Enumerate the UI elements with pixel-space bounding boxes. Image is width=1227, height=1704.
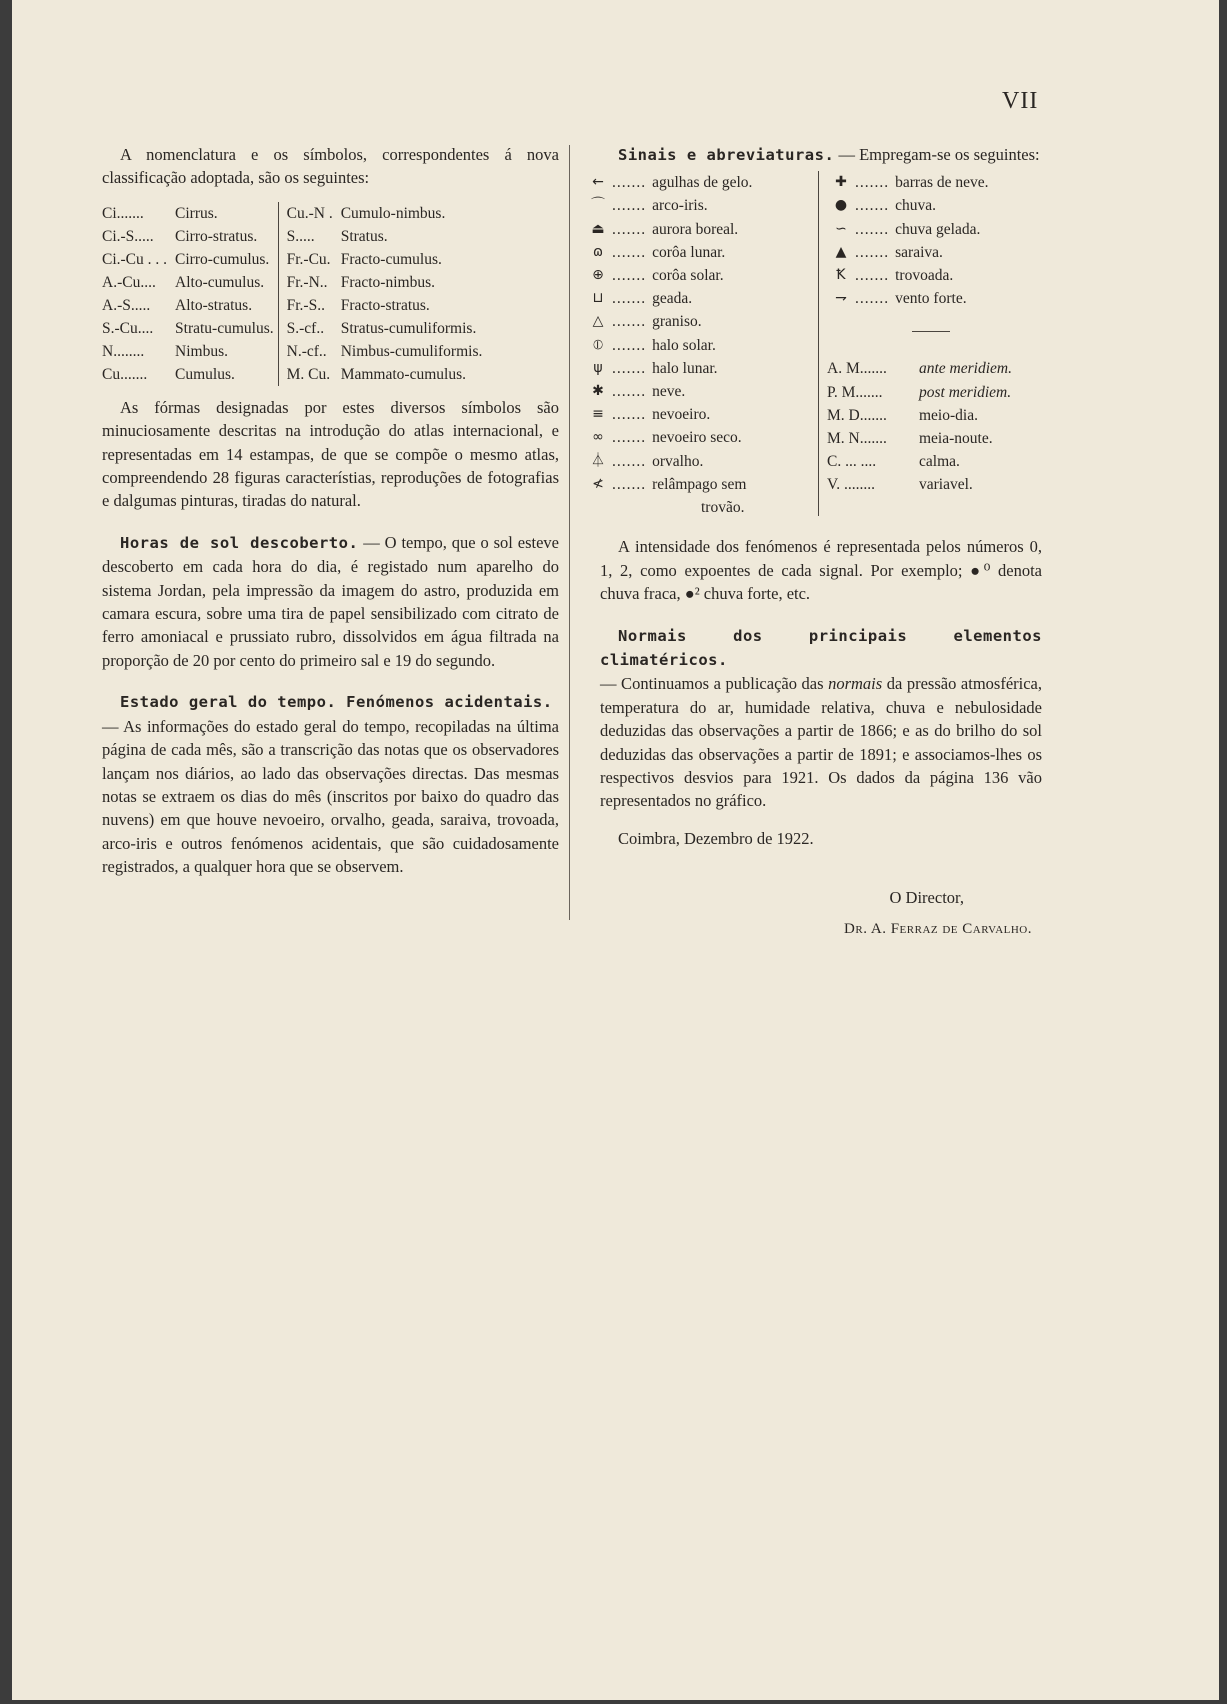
sign-label: relâmpago sem [652, 475, 747, 493]
sign-label: arco-iris. [652, 197, 708, 215]
cloud-name: Stratus. [340, 227, 388, 245]
sign-label: halo lunar. [652, 359, 718, 377]
sign-label: corôa solar. [652, 267, 724, 285]
leader-dots: ....... [612, 336, 647, 354]
leader-dots: ....... [855, 197, 890, 215]
intensity-paragraph: A intensidade dos fenómenos é representada pelos números 0, 1, 2, como expoentes de cada signal. Por exemplo; ●⁰ denota chuva fraca, ●² chuva forte, etc. [600, 537, 1042, 604]
sign-row [827, 195, 1057, 218]
cloud-name: Fracto-nimbus. [340, 273, 435, 291]
signs-heading: Sinais e abreviaturas. [618, 146, 835, 164]
leader-dots: ....... [612, 313, 647, 331]
sign-row [584, 334, 802, 357]
place-date: Coimbra, Dezembro de 1922. [618, 828, 814, 848]
leader-dots: ....... [855, 174, 890, 192]
leader-dots: ....... [855, 220, 890, 238]
abbreviation-meaning: calma. [919, 453, 960, 471]
right-column [591, 143, 1042, 941]
leader-dots: ....... [612, 243, 647, 261]
abbreviation-meaning: variavel. [919, 476, 973, 494]
sign-label: barras de neve. [895, 174, 989, 192]
leader-dots: ....... [612, 406, 647, 424]
cloud-name: Cirro-cumulus. [175, 250, 270, 268]
signs-intro [600, 143, 1042, 167]
sign-row [584, 311, 802, 334]
sign-row [584, 218, 802, 241]
dew-icon: ⏃ [591, 452, 605, 469]
normals-heading: Normais dos principais elementos climatéricos. [600, 626, 1042, 670]
sunshine-paragraph [102, 531, 559, 672]
cloud-abbreviation: Fr.-S.. [278, 294, 337, 317]
abbreviation: C. ... .... [827, 453, 877, 471]
graupel-icon: △ [592, 313, 604, 330]
abbreviation: A. M....... [827, 360, 887, 378]
sign-row [584, 403, 802, 426]
cloud-abbreviation: S.-Cu.... [102, 319, 154, 337]
intro-paragraph: A nomenclatura e os símbolos, correspondentes á nova classificação adoptada, são os seguintes: [102, 145, 559, 188]
normals-text-b: da pressão atmosférica, temperatura do ar, humidade relativa, chuva e nebulosidade deduzidas das observações a partir de 1866; e as do brilho do sol deduzidas das observações a partir de 1891; e associamos-lhes os respectivos desvios para 1921. Os dados da página 136 vão representados no gráfico. [600, 674, 1042, 811]
sign-label: graniso. [652, 313, 702, 331]
abbreviation-meaning: meia-noute. [919, 429, 993, 447]
abbreviation-meaning: ante meridiem. [919, 360, 1012, 378]
cloud-name: Fracto-cumulus. [340, 250, 442, 268]
normals-paragraph [600, 624, 1042, 813]
normals-emphasis: normais [828, 674, 883, 694]
sign-row [827, 264, 1057, 287]
nomenclature-row [98, 271, 486, 294]
abbreviation-meaning: meio-dia. [919, 406, 978, 424]
cloud-abbreviation: A.-Cu.... [102, 273, 156, 291]
sign-label: halo solar. [652, 336, 716, 354]
sign-label: orvalho. [652, 452, 704, 470]
cloud-name: Cirrus. [175, 204, 218, 222]
sign-label: saraiva. [895, 243, 943, 261]
abbreviation-row [827, 450, 1057, 473]
sunshine-text: — O tempo, que o sol esteve descoberto em cada hora do dia, é registado num aparelho do sistema Jordan, pela impressão da imagem do astro, produzida em camara escura, sobre uma tira de papel sensibilizado com citrato de ferro amoniacal e prussiato rubro, dissolvidos em água filtrada na proporção de 20 por cento do primeiro sal e 19 do segundo. [102, 532, 559, 670]
sign-label: trovoada. [895, 267, 954, 285]
weather-paragraph [102, 690, 559, 878]
sign-row [584, 171, 802, 194]
sign-label: neve. [652, 382, 686, 400]
sign-row [584, 380, 802, 403]
weather-text: — As informações do estado geral do tempo, recopiladas na última página de cada mês, são a transcrição das notas que os observadores lançam nos diários, ao lado das observações directas. Das mesmas notas se extraem os dias do mês (inscritos por baixo do quadro das nuvens) em que houve nevoeiro, orvalho, geada, saraiva, trovoada, arco-iris e outros fenómenos acidentais, que são cuidadosamente registrados, a qualquer hora que se observem. [102, 716, 559, 877]
leader-dots: ....... [855, 267, 890, 285]
abbreviation: V. ........ [827, 476, 875, 494]
sign-label: agulhas de gelo. [652, 174, 753, 192]
frost-icon: ⊔ [592, 290, 604, 307]
cloud-abbreviation: Fr.-Cu. [278, 248, 337, 271]
cloud-name: Cumulus. [175, 365, 235, 383]
lunar-corona-icon: ɷ [592, 243, 604, 260]
sign-label: chuva gelada. [895, 220, 981, 238]
abbreviation-meaning: post meridiem. [919, 383, 1012, 401]
leader-dots: ....... [612, 382, 647, 400]
left-column [102, 143, 559, 879]
cloud-abbreviation: M. Cu. [278, 363, 337, 386]
cloud-abbreviation: Ci.-S..... [102, 227, 154, 245]
signature-name: Dr. A. Ferraz de Carvalho. [844, 920, 1032, 937]
sign-row [584, 195, 802, 218]
sign-label: aurora boreal. [652, 220, 739, 238]
leader-dots: ....... [855, 243, 890, 261]
leader-dots: ....... [612, 267, 647, 285]
solar-halo-icon: ⦶ [592, 336, 604, 353]
sign-row [827, 287, 1057, 310]
signature-role: O Director, [889, 888, 964, 908]
snow-bars-icon: ✚ [835, 174, 847, 191]
sign-row [584, 450, 802, 473]
sign-label: chuva. [895, 197, 937, 215]
lunar-halo-icon: ψ [593, 359, 603, 376]
sign-row [584, 426, 802, 449]
cloud-abbreviation: A.-S..... [102, 296, 151, 314]
cloud-abbreviation: N........ [102, 342, 145, 360]
lightning-icon: ≮ [592, 475, 604, 492]
weather-heading: Estado geral do tempo. Fenómenos acidentais. [120, 693, 553, 712]
leader-dots: ....... [612, 197, 647, 215]
sign-row [584, 473, 802, 496]
abbreviation-row [827, 381, 1057, 404]
cloud-abbreviation: Fr.-N.. [278, 271, 337, 294]
normals-text-a: — Continuamos a publicação das [600, 674, 829, 694]
abbreviation-row [827, 358, 1057, 381]
cloud-name: Stratus-cumuliformis. [340, 319, 477, 337]
cloud-name: Cirro-stratus. [175, 227, 258, 245]
leader-dots: ....... [612, 475, 647, 493]
fog-icon: ≡ [592, 406, 604, 423]
sign-label: vento forte. [895, 290, 967, 308]
leader-dots: ....... [612, 452, 647, 470]
arc-icon: ⌒ [591, 197, 605, 214]
freezing-rain-icon: ∽ [835, 220, 847, 237]
abbreviation-row [827, 404, 1057, 427]
leader-dots: ....... [612, 174, 647, 192]
leader-dots: ....... [612, 290, 647, 308]
cloud-abbreviation: S..... [278, 225, 337, 248]
forms-paragraph: As fórmas designadas por estes diversos símbolos são minuciosamente descritas na introdução do atlas internacional, e representadas em 14 estampas, de que se compõe o mesmo atlas, compreendendo 28 figuras característias, reproduções de fotografias e dalgumas pinturas, tiradas do natural. [102, 397, 559, 511]
abbreviation: P. M....... [827, 383, 883, 401]
cloud-abbreviation: Ci.-Cu . . . [102, 250, 168, 268]
nomenclature-row [98, 317, 486, 340]
cloud-abbreviation: Cu....... [102, 365, 148, 383]
abbreviation-row [827, 473, 1057, 496]
leader-dots: ....... [612, 220, 647, 238]
cloud-name: Cumulo-nimbus. [340, 204, 446, 222]
nomenclature-row [98, 248, 486, 271]
aurora-icon: ⏏ [591, 220, 605, 237]
hail-icon: ▲ [835, 243, 847, 260]
column-divider [569, 145, 570, 920]
sign-row [584, 357, 802, 380]
sign-row [584, 241, 802, 264]
arrow-left-icon: ← [592, 174, 604, 191]
snow-icon: ✱ [592, 382, 604, 399]
sign-label: corôa lunar. [652, 243, 726, 261]
cloud-name: Fracto-stratus. [340, 296, 430, 314]
nomenclature-row [98, 202, 486, 225]
page-number: VII [1002, 88, 1039, 114]
abbreviation-row [827, 427, 1057, 450]
cloud-abbreviation: Ci....... [102, 204, 144, 222]
nomenclature-row [98, 294, 486, 317]
abbreviation: M. N....... [827, 429, 887, 447]
sign-row [827, 218, 1057, 241]
sign-label: geada. [652, 290, 693, 308]
sign-label: nevoeiro seco. [652, 429, 742, 447]
sign-row [584, 264, 802, 287]
strong-wind-icon: ⇁ [835, 290, 847, 307]
sign-label: nevoeiro. [652, 406, 711, 424]
cloud-name: Alto-stratus. [175, 296, 253, 314]
cloud-abbreviation: Cu.-N . [278, 202, 337, 225]
cloud-name: Alto-cumulus. [175, 273, 265, 291]
cloud-abbreviation: N.-cf.. [278, 340, 337, 363]
signs-left-list [584, 171, 802, 519]
leader-dots: ....... [612, 359, 647, 377]
leader-dots: ....... [855, 290, 890, 308]
sign-row [827, 241, 1057, 264]
nomenclature-row [98, 225, 486, 248]
nomenclature-table [98, 202, 486, 386]
signs-right-list [818, 171, 1057, 516]
cloud-abbreviation: S.-cf.. [278, 317, 337, 340]
signs-table [591, 171, 1042, 521]
cloud-name: Nimbus. [175, 342, 228, 360]
abbreviation: M. D....... [827, 406, 887, 424]
cloud-name: Stratu-cumulus. [175, 319, 274, 337]
solar-corona-icon: ⊕ [592, 267, 604, 284]
leader-dots: ....... [612, 429, 647, 447]
sign-row [827, 171, 1057, 194]
cloud-name: Nimbus-cumuliformis. [340, 342, 483, 360]
signs-intro-text: — Empregam-se os seguintes: [838, 145, 1040, 164]
sunshine-heading: Horas de sol descoberto. [120, 533, 359, 552]
rain-icon: ● [834, 197, 848, 214]
nomenclature-row [98, 340, 486, 363]
short-rule-divider [912, 331, 950, 332]
sign-label-continuation: trovão. [701, 498, 745, 516]
thunderstorm-icon: Ꝁ [836, 267, 846, 284]
dry-fog-icon: ∞ [592, 429, 604, 446]
document-page [12, 0, 1219, 1700]
cloud-name: Mammato-cumulus. [340, 365, 466, 383]
sign-row [584, 287, 802, 310]
nomenclature-row [98, 363, 486, 386]
